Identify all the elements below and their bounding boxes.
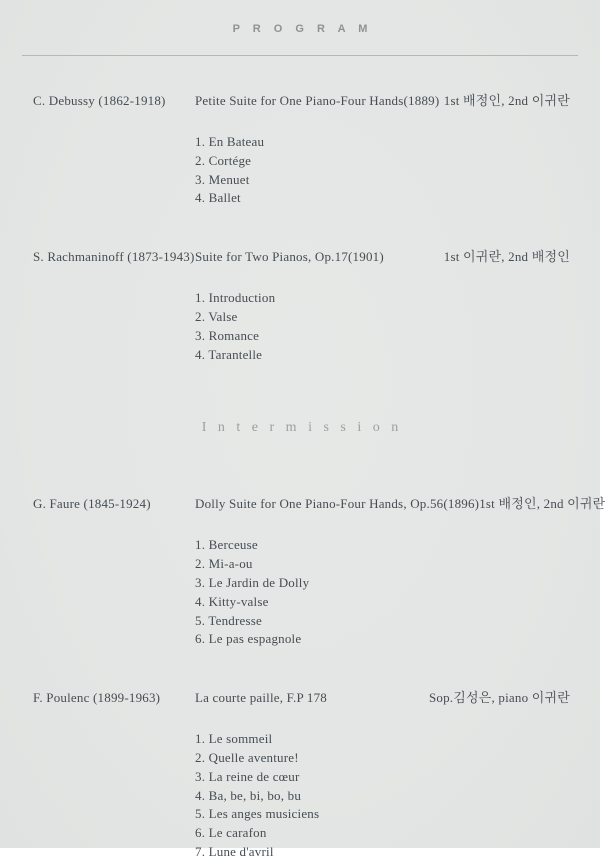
performers: 1st 이귀란, 2nd 배정인 xyxy=(443,249,570,265)
page-title: P R O G R A M xyxy=(232,23,373,35)
movement-item: 1. Berceuse xyxy=(195,537,258,553)
movement-item: 2. Valse xyxy=(195,308,238,324)
movement-item: 4. Kitty-valse xyxy=(195,593,269,609)
movement-item: 3. Romance xyxy=(195,327,260,343)
movements-list xyxy=(195,536,600,649)
movements-list xyxy=(195,133,600,208)
performers: 1st 배정인, 2nd 이귀란 xyxy=(479,496,605,512)
movement-item: 2. Mi-a-ou xyxy=(195,556,253,572)
movement-item: 5. Les anges musiciens xyxy=(195,806,320,822)
program-section-debussy xyxy=(0,90,600,208)
intermission-label: I n t e r m i s s i o n xyxy=(201,420,403,436)
section-header xyxy=(0,687,600,706)
movement-item: 3. Le Jardin de Dolly xyxy=(195,574,310,590)
movement-item: 4. Ballet xyxy=(195,190,241,206)
piece-title: La courte paille, F.P 178 xyxy=(195,690,328,706)
composer-name: G. Faure (1845-1924) xyxy=(33,496,151,512)
program-section-poulenc xyxy=(0,687,600,862)
movement-item: 1. En Bateau xyxy=(195,134,265,149)
movement-item: 4. Ba, be, bi, bo, bu xyxy=(195,787,302,803)
performers: 1st 배정인, 2nd 이귀란 xyxy=(443,93,570,108)
movement-item: 3. La reine de cœur xyxy=(195,768,300,784)
movement-item: 6. Le carafon xyxy=(195,825,267,841)
movement-item: 7. Lune d'avril xyxy=(195,843,274,859)
piece-title: Suite for Two Pianos, Op.17(1901) xyxy=(195,249,384,265)
header-divider xyxy=(22,55,578,56)
movement-item: 5. Tendresse xyxy=(195,612,262,628)
program-section-rachmaninoff xyxy=(0,246,600,364)
composer-name: C. Debussy (1862-1918) xyxy=(33,93,166,108)
movement-item: 1. Le sommeil xyxy=(195,731,273,747)
movement-item: 1. Introduction xyxy=(195,290,276,306)
movement-item: 2. Cortége xyxy=(195,152,252,168)
section-header xyxy=(0,246,600,265)
movement-item: 6. Le pas espagnole xyxy=(195,631,302,647)
movement-item: 3. Menuet xyxy=(195,171,250,187)
composer-name: F. Poulenc (1899-1963) xyxy=(33,690,161,706)
movement-item: 2. Quelle aventure! xyxy=(195,749,299,765)
piece-title: Dolly Suite for One Piano-Four Hands, Op.56(1896) xyxy=(195,496,480,512)
movements-list xyxy=(195,730,600,862)
movements-list xyxy=(195,289,600,364)
movement-item: 4. Tarantelle xyxy=(195,346,263,362)
piece-title: Petite Suite for One Piano-Four Hands(1889) xyxy=(195,93,440,108)
performers: Sop.김성은, piano 이귀란 xyxy=(428,690,570,706)
section-header xyxy=(0,90,600,109)
program-section-faure xyxy=(0,493,605,649)
composer-name: S. Rachmaninoff (1873-1943) xyxy=(33,249,195,265)
section-header xyxy=(0,493,605,512)
